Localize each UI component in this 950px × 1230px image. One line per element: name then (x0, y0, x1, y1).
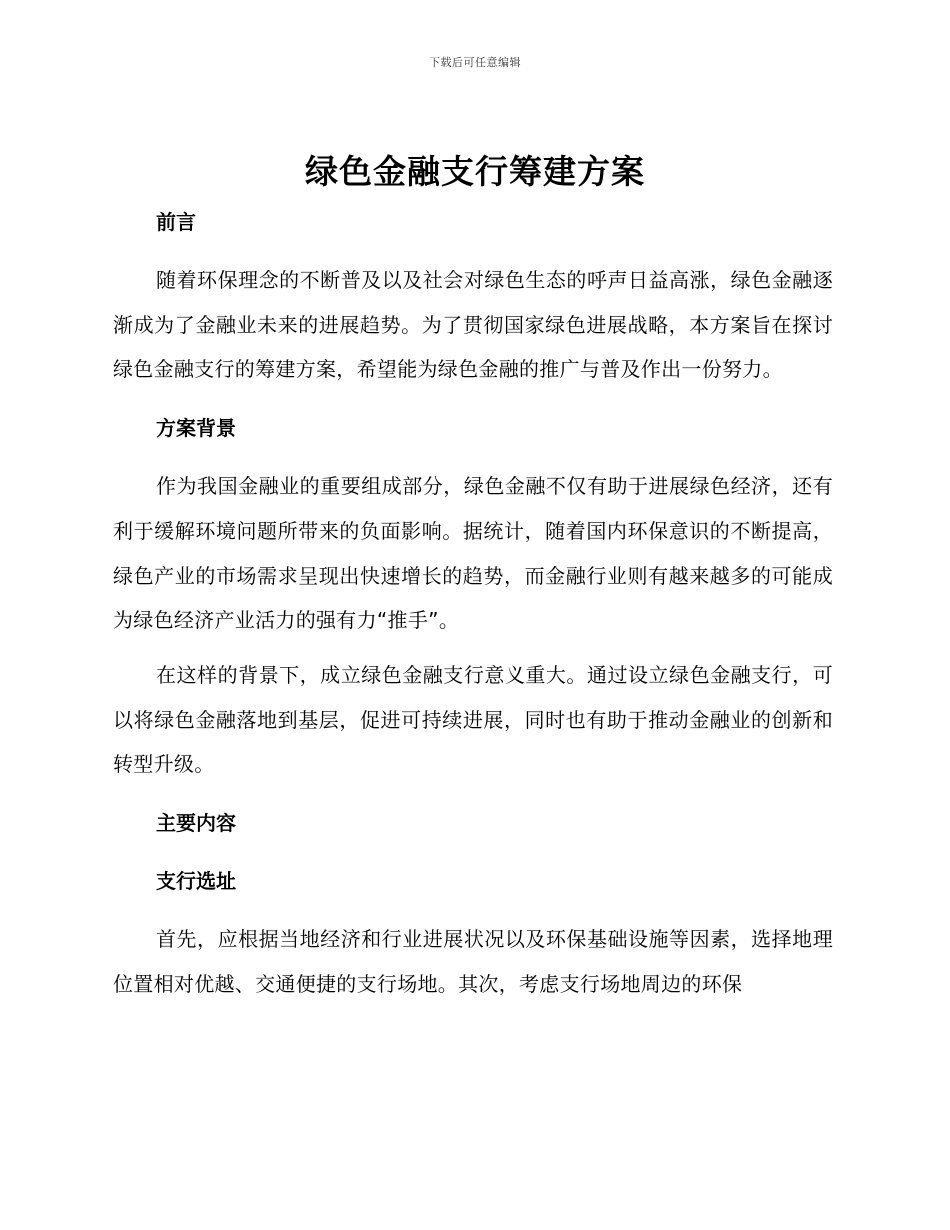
paragraph-preface: 随着环保理念的不断普及以及社会对绿色生态的呼声日益高涨，绿色金融逐渐成为了金融业未来的进展趋势。为了贯彻国家绿色进展战略，本方案旨在探讨绿色金融支行的筹建方案，希望能为绿色金融的推广与普及作出一份努力。 (113, 268, 833, 382)
paragraph-background-1: 作为我国金融业的重要组成部分，绿色金融不仅有助于进展绿色经济，还有利于缓解环境问题所带来的负面影响。据统计，随着国内环保意识的不断提高，绿色产业的市场需求呈现出快速增长的趋势，而金融行业则有越来越多的可能成为绿色经济产业活力的强有力“推手”。 (113, 474, 833, 633)
paragraph-site-selection: 首先，应根据当地经济和行业进展状况以及环保基础设施等因素，选择地理位置相对优越、交通便捷的支行场地。其次，考虑支行场地周边的环保 (113, 927, 833, 996)
paragraph-background-2: 在这样的背景下，成立绿色金融支行意义重大。通过设立绿色金融支行，可以将绿色金融落地到基层，促进可持续进展，同时也有助于推动金融业的创新和转型升级。 (113, 662, 833, 777)
section-heading-preface: 前言 (156, 210, 196, 234)
section-heading-background: 方案背景 (156, 416, 236, 441)
document-title: 绿色金融支行筹建方案 (305, 152, 645, 191)
page-header-note: 下载后可任意编辑 (429, 56, 521, 69)
section-heading-main-content: 主要内容 (156, 811, 236, 836)
subsection-heading-site-selection: 支行选址 (156, 869, 236, 894)
document-body (113, 200, 833, 1006)
